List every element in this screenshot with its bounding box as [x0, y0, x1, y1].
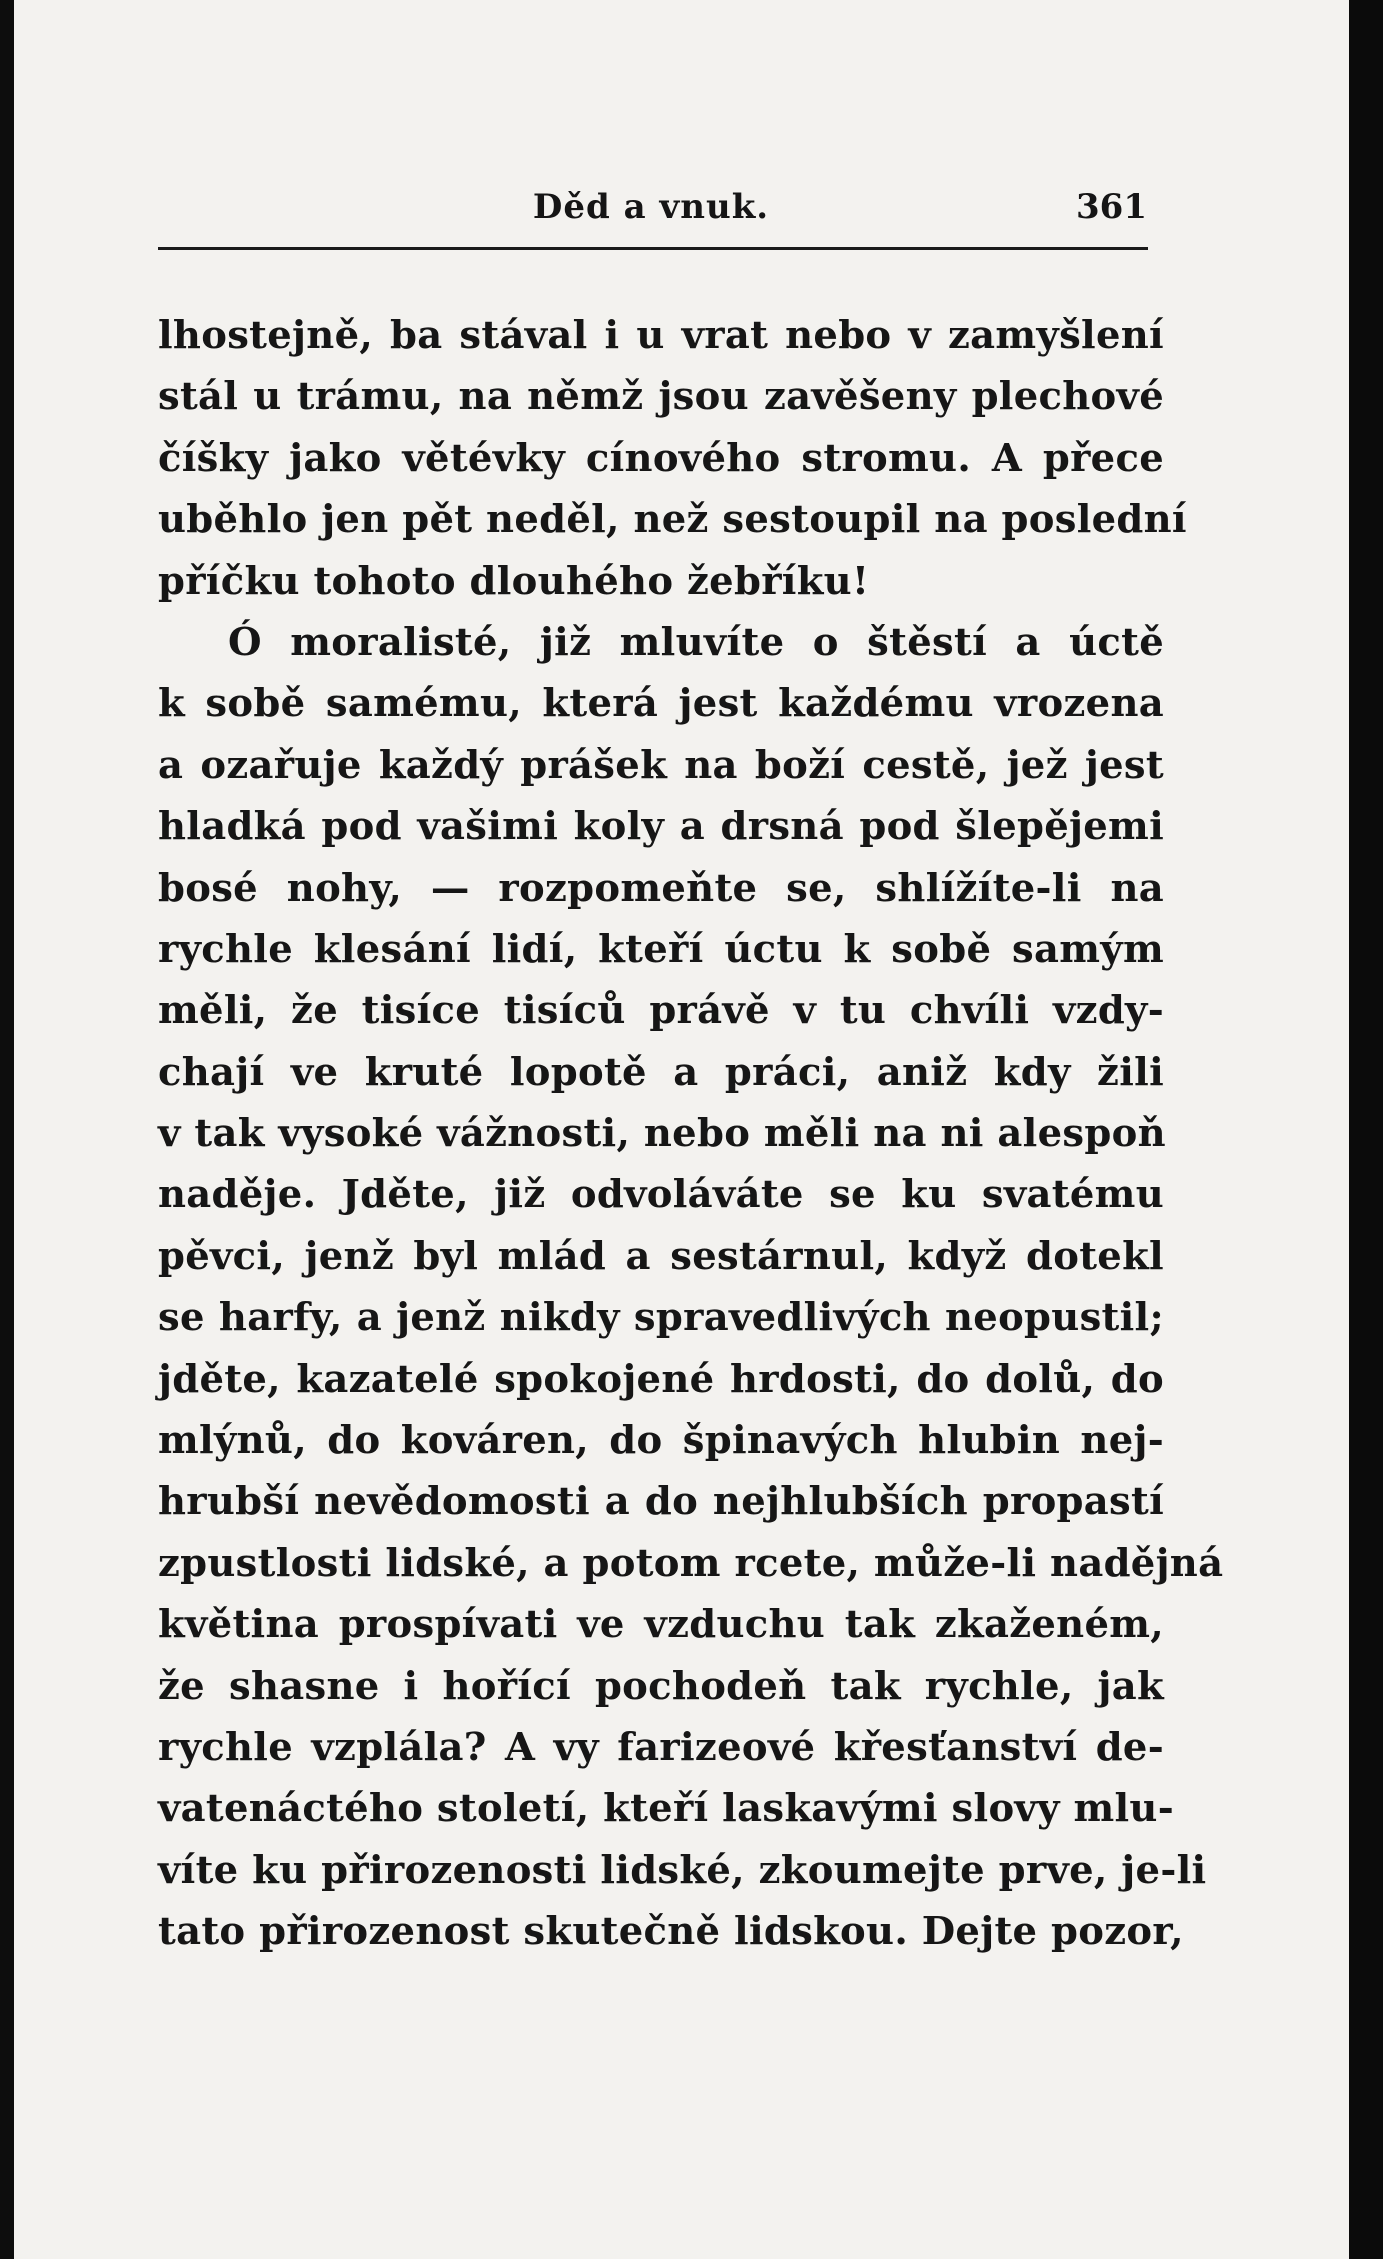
scan-edge-right [1349, 0, 1383, 2259]
header-rule [158, 247, 1148, 250]
text-line: lhostejně, ba stával i u vrat nebo v zamyšlení [158, 313, 1164, 358]
text-line: vatenáctého století, kteří laskavými slovy mlu- [158, 1786, 1175, 1832]
text-line: pěvci, jenž byl mlád a sestárnul, když dotekl [158, 1233, 1164, 1279]
scan-edge-left [0, 0, 14, 2259]
text-line: měli, že tisíce tisíců právě v tu chvíli vzdy- [158, 988, 1164, 1034]
text-line: číšky jako větévky cínového stromu. A přece [158, 435, 1164, 481]
page-number: 361 [1076, 187, 1147, 227]
text-line: v tak vysoké vážnosti, nebo měli na ni alespoň [158, 1111, 1166, 1157]
text-line: rychle klesání lidí, kteří úctu k sobě samým [158, 926, 1164, 972]
text-line: Ó moralisté, již mluvíte o štěstí a úctě [228, 619, 1164, 665]
running-header [155, 187, 1147, 237]
text-line: víte ku přirozenosti lidské, zkoumejte prve, je-li [158, 1847, 1207, 1893]
text-line: hladká pod vašimi koly a drsná pod šlepějemi [158, 804, 1164, 850]
text-line: stál u trámu, na němž jsou zavěšeny plechové [158, 374, 1164, 420]
text-line: naděje. Jděte, již odvoláváte se ku svatému [158, 1172, 1164, 1218]
text-line: hrubší nevědomosti a do nejhlubších propastí [158, 1479, 1164, 1525]
text-line: jděte, kazatelé spokojené hrdosti, do dolů, do [158, 1356, 1164, 1402]
text-line: zpustlosti lidské, a potom rcete, může-li nadějná [158, 1540, 1224, 1586]
text-line: že shasne i hořící pochodeň tak rychle, jak [158, 1663, 1164, 1709]
text-line: a ozařuje každý prášek na boží cestě, jež jest [158, 742, 1164, 788]
text-line: uběhlo jen pět neděl, než sestoupil na poslední [158, 497, 1187, 543]
text-line: květina prospívati ve vzduchu tak zkaženém, [158, 1602, 1164, 1648]
running-title: Děd a vnuk. [532, 187, 770, 227]
text-line: mlýnů, do kováren, do špinavých hlubin nej- [158, 1418, 1164, 1464]
text-line: tato přirozenost skutečně lidskou. Dejte pozor, [158, 1909, 1184, 1955]
body-text [158, 305, 1224, 1963]
text-line: příčku tohoto dlouhého žebříku! [158, 558, 870, 604]
text-line: bosé nohy, — rozpomeňte se, shlížíte-li na [158, 865, 1164, 911]
text-line: k sobě samému, která jest každému vrozena [158, 681, 1164, 727]
text-line: chají ve kruté lopotě a práci, aniž kdy žili [158, 1049, 1164, 1095]
text-line: rychle vzplála? A vy farizeové křesťanství de- [158, 1724, 1164, 1770]
text-line: se harfy, a jenž nikdy spravedlivých neopustil; [158, 1295, 1164, 1341]
